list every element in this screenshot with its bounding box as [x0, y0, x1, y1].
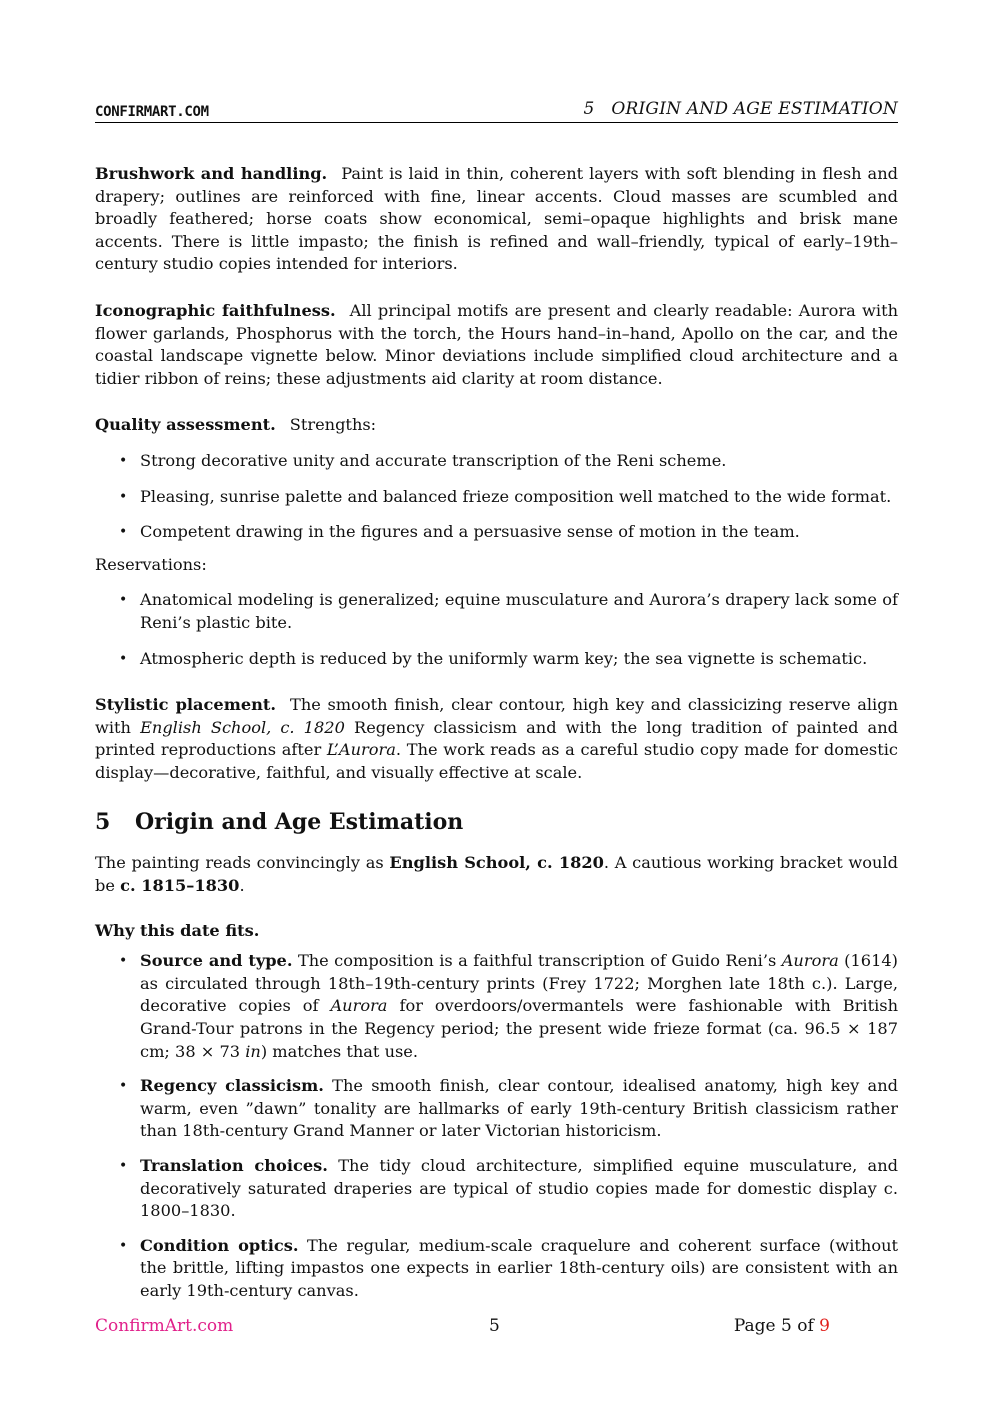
bullet-icon: •	[119, 1078, 128, 1095]
bullet-icon: •	[119, 1237, 128, 1254]
list-item: • Translation choices. The tidy cloud architecture, simplified equine musculature, and decoratively saturated draperies are typical of studio copies made for domestic display c. 1800–1830.	[119, 1156, 898, 1221]
strengths-list	[95, 450, 898, 544]
page-content	[95, 163, 898, 1303]
list-item: • Strong decorative unity and accurate transcription of the Reni scheme.	[95, 450, 898, 473]
iconography-lead: Iconographic faithfulness.	[95, 300, 336, 320]
bullet-icon: •	[119, 650, 128, 667]
running-head: 5 ORIGIN AND AGE ESTIMATION	[583, 99, 898, 119]
brushwork-text: Paint is laid in thin, coherent layers with soft blending in flesh and drapery; outlines are reinforced with fine, linear accents. Cloud masses are scumbled and broadly feathered; horse coats show economical, semi–opaque highlights and brisk mane accents. There is little impasto; the finish is refined and wall–friendly, typical of early–19th–century studio copies intended for interiors.	[95, 164, 898, 274]
footer-link[interactable]: ConfirmArt.com	[95, 1316, 234, 1336]
section-title: Origin and Age Estimation	[135, 809, 464, 836]
stylistic-lead: Stylistic placement.	[95, 695, 277, 715]
quality-lead: Quality assessment.	[95, 415, 276, 435]
bullet-icon: •	[119, 1158, 128, 1174]
bullet-icon: •	[119, 524, 128, 541]
bullet-icon: •	[119, 592, 128, 609]
confirmart-logo: CONFIRMART.COM	[95, 104, 209, 120]
list-item: • Regency classicism. The smooth finish, clear contour, idealised anatomy, high key and warm, even ”dawn” tonality are hallmarks of early 19th-century British classicism rather than 18th-century Grand Manner or later Victorian historicism.	[119, 1076, 898, 1141]
list-item: • Pleasing, sunrise palette and balanced frieze composition well matched to the wide format.	[95, 486, 898, 509]
list-item: • Atmospheric depth is reduced by the uniformly warm key; the sea vignette is schematic.	[95, 648, 898, 671]
brushwork-paragraph	[95, 163, 898, 276]
reservations-label: Reservations:	[95, 554, 207, 574]
footer-page-count: Page 5 of 9	[733, 1316, 830, 1336]
section-number: 5	[95, 809, 111, 836]
stylistic-paragraph: Stylistic placement. The smooth finish, clear contour, high key and classicizing reserve align with English School, c. 1820 Regency classicism and with the long tradition of painted and printed reproductions after L’Aurora. The work reads as a careful studio copy made for domestic display—decorative, faithful, and visually effective at scale.	[95, 695, 898, 782]
bullet-icon: •	[119, 452, 128, 469]
footer-page-total[interactable]: 9	[819, 1316, 830, 1336]
reasons-list	[95, 950, 898, 1302]
bullet-icon: •	[119, 953, 128, 970]
page-footer	[95, 1315, 830, 1339]
bullet-icon: •	[119, 488, 128, 505]
page-header	[95, 98, 898, 123]
strengths-label: Strengths:	[289, 415, 377, 435]
quality-paragraph	[95, 414, 898, 437]
reservations-list	[95, 589, 898, 670]
iconography-text: All principal motifs are present and clearly readable: Aurora with flower garlands, Phosphorus with the torch, the Hours hand–in–hand, Apollo on the car, and the coastal landscape vignette below. Minor deviations include simplified cloud architecture and a tidier ribbon of reins; these adjustments aid clarity at room distance.	[95, 300, 898, 388]
list-item: • Source and type. The composition is a faithful transcription of Guido Reni’s Aurora (1614) as circulated through 18th–19th-century prints (Frey 1722; Morghen late 18th c.). Large, decorative copies of Aurora for overdoors/overmantels were fashionable with British Grand-Tour patrons in the Regency period; the present wide frieze format (ca. 96.5 × 187 cm; 38 × 73 in) matches that use.	[119, 951, 898, 1061]
subheading: Why this date fits.	[95, 920, 260, 940]
footer-page-number: 5	[489, 1316, 500, 1336]
brushwork-lead: Brushwork and handling.	[95, 164, 328, 183]
list-item: • Condition optics. The regular, medium-scale craquelure and coherent surface (without the brittle, lifting impastos one expects in earlier 18th-century oils) are consistent with an early 19th-century canvas.	[119, 1235, 899, 1300]
section-heading	[95, 808, 898, 836]
list-item: • Anatomical modeling is generalized; equine musculature and Aurora’s drapery lack some of Reni’s plastic bite.	[119, 590, 898, 632]
iconography-paragraph	[95, 300, 898, 390]
list-item: • Competent drawing in the figures and a persuasive sense of motion in the team.	[95, 521, 898, 544]
section-intro: The painting reads convincingly as English School, c. 1820. A cautious working bracket would be c. 1815–1830.	[95, 853, 898, 896]
